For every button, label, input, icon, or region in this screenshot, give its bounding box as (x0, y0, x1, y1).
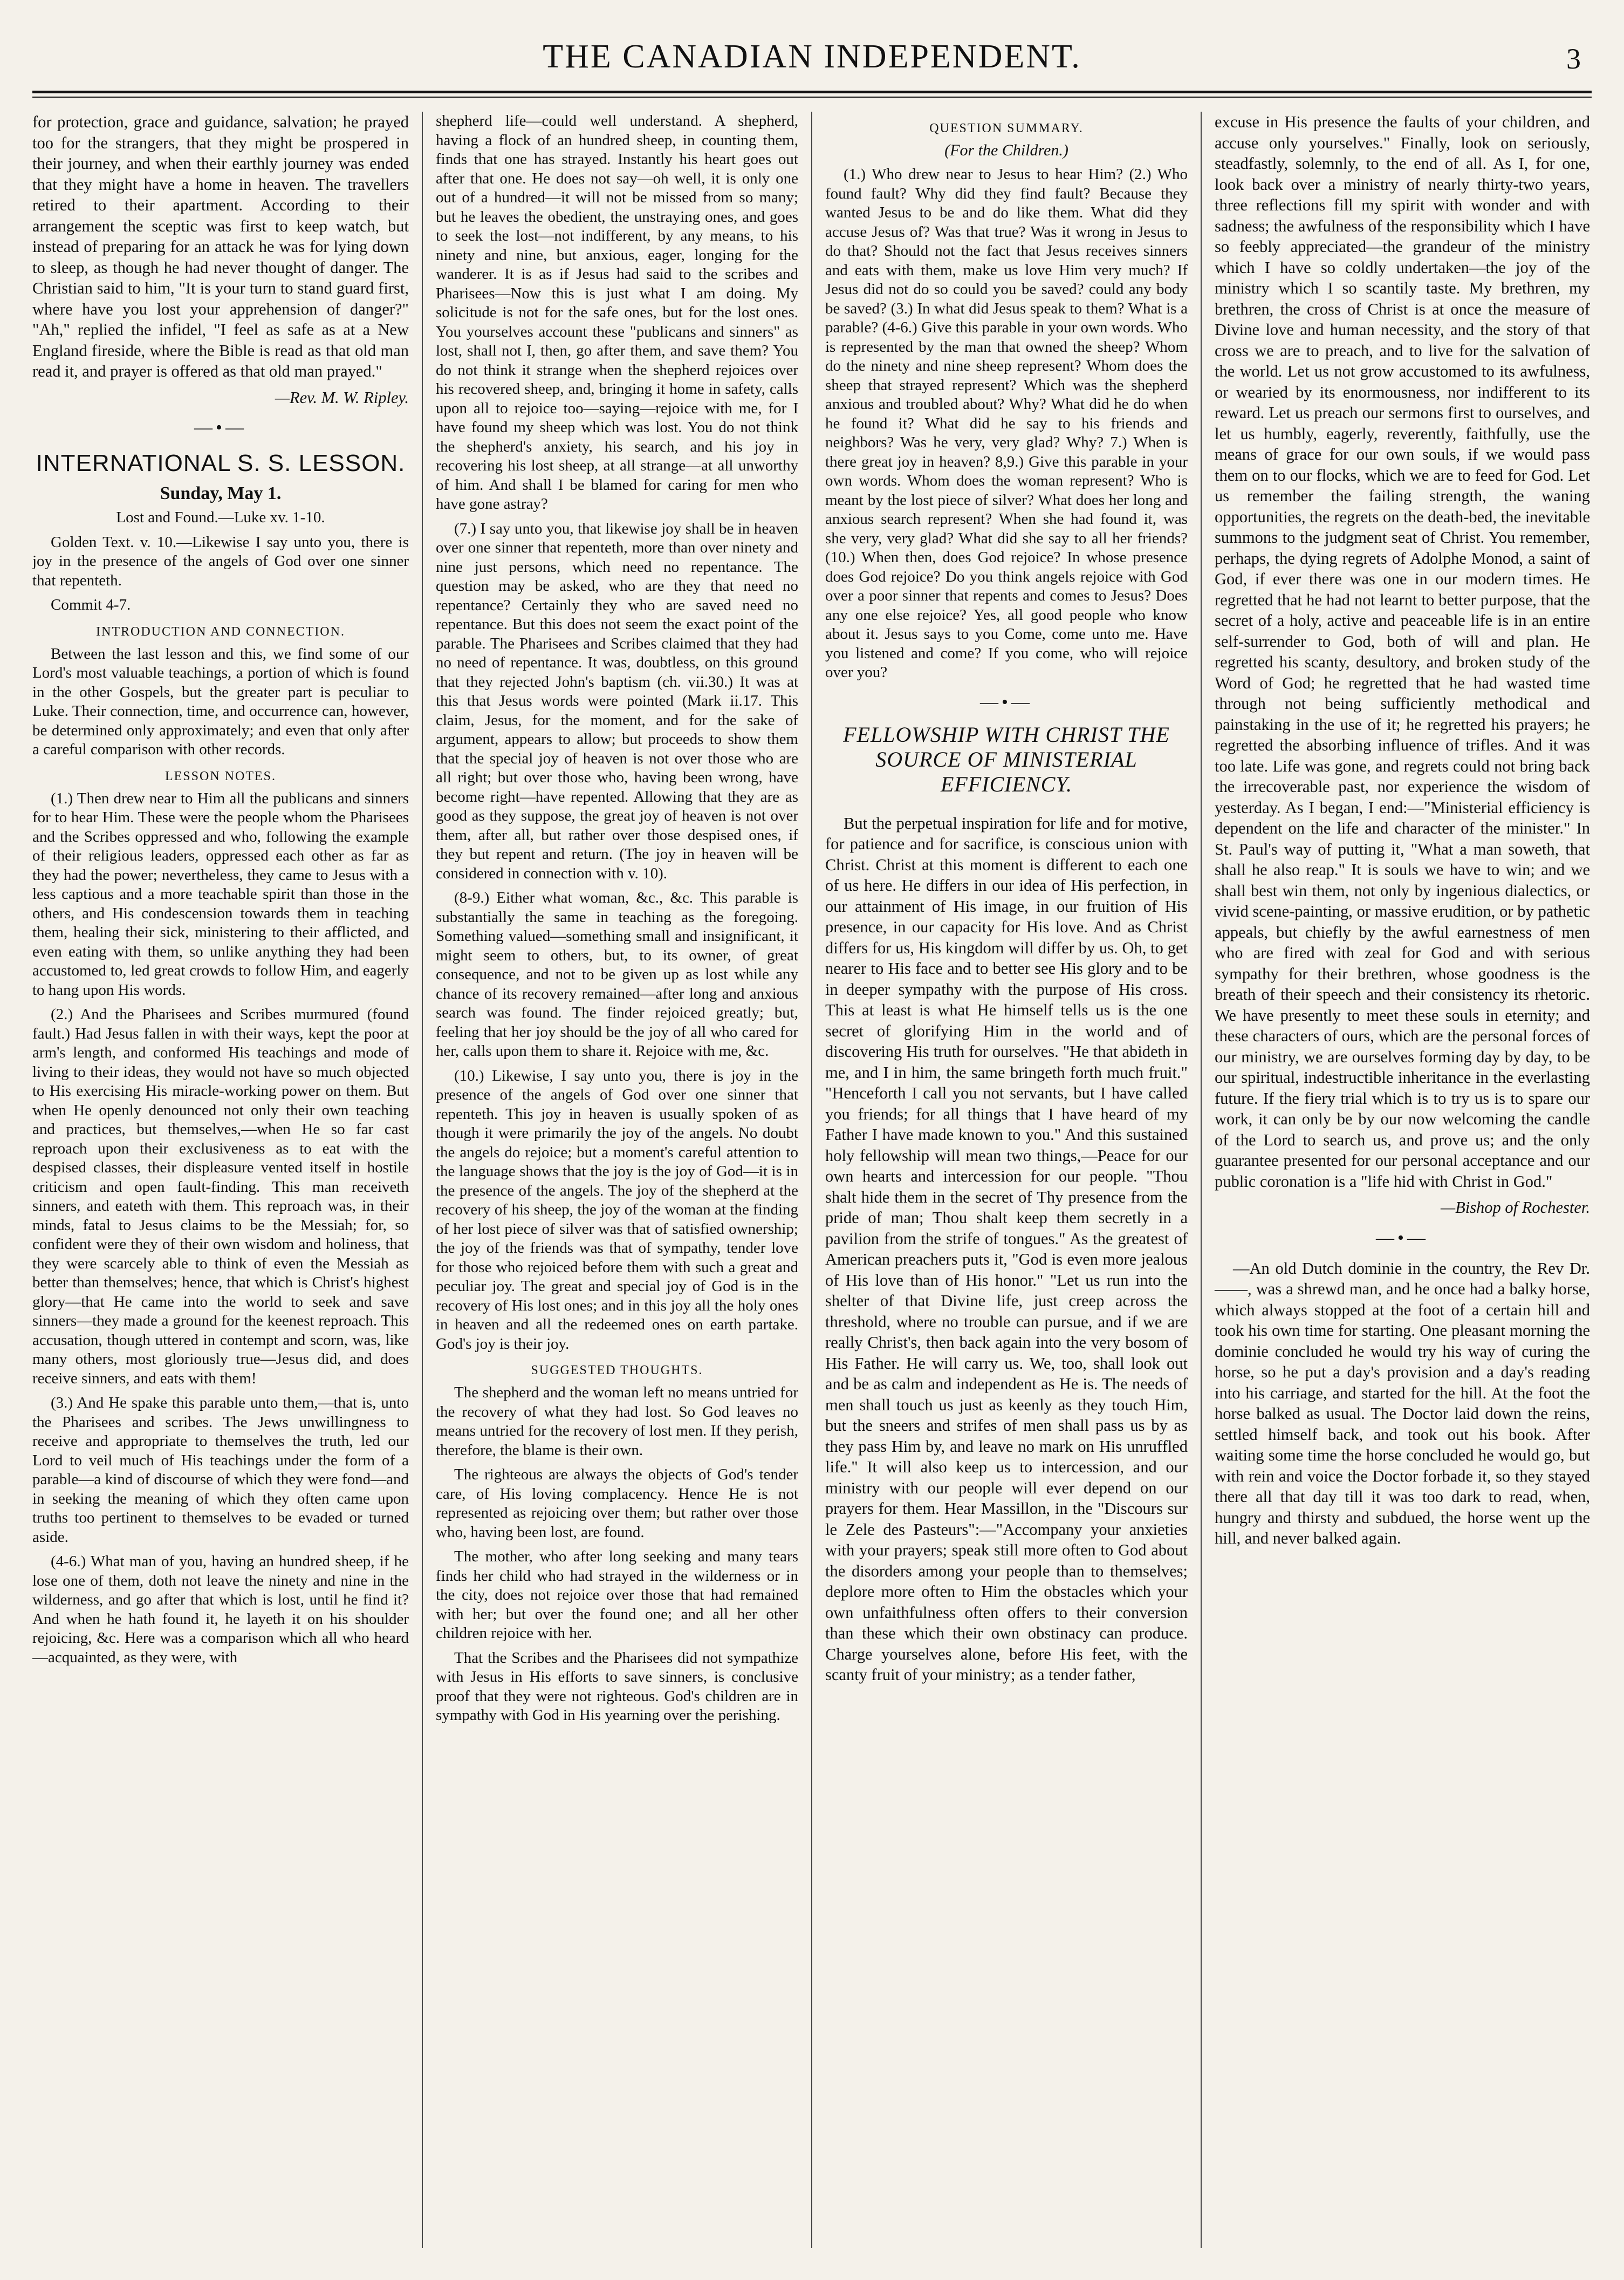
masthead (32, 38, 1592, 86)
masthead-title: THE CANADIAN INDEPENDENT. (543, 38, 1081, 75)
lesson-note-7: (7.) I say unto you, that likewise joy shall be in heaven over one sinner that repenteth, more than over ninety and nine just persons, which need no repentance. The question may be asked, who are they that need no repentance? Certainly they who are saved need no repentance. But this does not seem the exact point of the parable. The Pharisees and Scribes claimed that they had no need of repentance. It was, doubtless, on this ground that they rejected John's baptism (ch. vii.30.) It was at this that Jesus words were pointed (Mark ii.17. This claim, Jesus, for the moment, and for the sake of argument, appears to allow; but proceeds to show them that the special joy of heaven is not over those who are all right; but over those who, having been wrong, have become right—have repented. Allowing that they are as good as they suppose, the great joy of heaven is not over them, after all, but rather over those despised ones, if they but repent and return. (The joy in heaven will be considered in connection with v. 10). (436, 520, 798, 882)
suggested-thought-3: The mother, who after long seeking and many tears finds her child who had strayed in the wilderness or in the city, does not rejoice over those that had remained with her; but over the found one; and all her other children rejoice with her. (436, 1548, 798, 1642)
commit-verses: Commit 4-7. (51, 596, 131, 613)
lesson-note-10: (10.) Likewise, I say unto you, there is joy in the presence of the angels of God over one sinner that repenteth. This joy in heaven is usually spoken of as though it were primarily the joy of the angels. No doubt the angels do rejoice; but a moment's careful attention to the language shows that the joy is the joy of God—it is in the presence of the angels. The joy of the shepherd at the recovery of his sheep, the joy of the woman at the finding of her lost piece of silver was that of satisfied ownership; the joy of the friends was that of sympathy, tender love for those who rejoiced before them with such a great and peculiar joy. The great and special joy of God is in the recovery of His lost ones; and in this joy all the holy ones in heaven and all the redeemed ones on earth partake. God's joy is their joy. (436, 1067, 798, 1353)
lesson-note-1: (1.) Then drew near to Him all the publicans and sinners for to hear Him. These were the people whom the Pharisees and the Scribes oppressed and who, following the example of their religious leaders, oppressed each other as far as they had the power; nevertheless, they came to Jesus with a less captious and a more teachable spirit than those in the others, and His condescension towards them in teaching them, healing their sick, ministering to their afflicted, and even eating with them, so unlike anything they had been accustomed to, led great crowds to follow Him, and eagerly to hang upon His words. (32, 789, 409, 999)
page-number: 3 (1566, 43, 1581, 75)
fellowship-heading: FELLOWSHIP WITH CHRIST THE SOURCE OF MINISTERIAL EFFICIENCY. (843, 722, 1170, 796)
lesson-note-4: (4-6.) What man of you, having an hundred sheep, if he lose one of them, doth not leave the ninety and nine in the wilderness, and go after that which is lost, until he find it? And when he hath found it, he layeth it on his shoulder rejoicing, &c. Here was a comparison which all who heard—acquainted, as they were, with (32, 1553, 409, 1666)
fellowship-paragraph: But the perpetual inspiration for life and for motive, for patience and for sacrifice, is conscious union with Christ. Christ at this moment is different to each one of us here. He differs in our idea of His perfection, in our attainment of His image, in our fruition of His presence, in our capacity for His love. And as Christ differs for us, His kingdom will differ by us. Oh, to get nearer to His face and to better see His glory and to be in deeper sympathy with the purpose of His cross. This at least is what He himself tells us is the one secret of glorifying Him in the world and of discovering His truth for ourselves. "He that abideth in me, and I in him, the same bringeth forth much fruit." "Henceforth I call you not servants, but I have called you friends; for all things that I have heard of my Father I have made known to you." And this sustained holy fellowship will mean two things,—Peace for our own hearts and intercession for our people. "Thou shalt hide them in the secret of Thy presence from the pride of man; Thou shalt keep them secretly in a pavilion from the strife of tongues." As the greatest of American preachers puts it, "God is even more jealous of His love than of His honor." "Let us run into the shelter of that Divine life, just creep across the threshold, where no trouble can pursue, and if we are really Christ's, then back again into the very bosom of His Father. He will carry us. We, too, shall look out and be as calm and independent as He is. The needs of men shall touch us just as keenly as they touch Him, but the sneers and strifes of men shall pass us by as they pass Him by, and leave no mark on His unruffled life." It will also keep us to intercession, and our ministry with our people will ever depend on our prayers for them. Hear Massillon, in the "Discours sur le Zele des Pasteurs":—"Accompany your anxieties with your prayers; speak still more often to God about the disorders among your people than to themselves; deplore more often to Him the obstacles which your own unfaithfulness often offers to their conversion than these which their own obstinacy can produce. Charge yourselves alone, before His feet, with the scanty fruit of your ministry; as a tender father, (825, 814, 1188, 1684)
lesson-heading: INTERNATIONAL S. S. LESSON. (36, 450, 406, 476)
golden-text: Golden Text. v. 10.—Likewise I say unto you, there is joy in the presence of the angels of God over one sinner that repenteth. (32, 533, 409, 589)
suggested-heading: SUGGESTED THOUGHTS. (531, 1363, 703, 1377)
masthead-rule (32, 91, 1592, 98)
lesson-note-3: (3.) And He spake this parable unto them,—that is, unto the Pharisees and scribes. The Jews unwillingness to receive and appropriate to themselves the truth, led our Lord to veil much of His teachings under the form of a parable—a kind of discourse of which they were fond—and in seeking the meaning of which they often came upon truths too pertinent to themselves to be evaded or turned aside. (32, 1394, 409, 1546)
column-4 (1201, 112, 1590, 2248)
story-signature: —Rev. M. W. Ripley. (275, 388, 409, 407)
column-1 (32, 112, 422, 2248)
section-divider: —•— (1376, 1227, 1429, 1248)
fellowship-signature: —Bishop of Rochester. (1440, 1198, 1590, 1217)
fellowship-continued: excuse in His presence the faults of your children, and accuse only yourselves." Finally, look on seriously, steadfastly, solemnly, to the end of all. As I, for one, look back over a ministry of nearly thirty-two years, three reflections fill my spirit with wonder and with sadness; the awfulness of the responsibility which I have so feebly appreciated—the grandeur of the ministry which I have so coldly undertaken—the joy of the ministry which I so scantily taste. My brethren, my brethren, the cross of Christ is at once the measure of Divine love and human necessity, and the story of that cross we are to preach, and to live for the salvation of the world. Let us not grow accustomed to its awfulness, or wearied by its enormousness, nor indifferent to its reward. Let us preach our sermons first to ourselves, and let us humbly, eagerly, reverently, faithfully, use the means of grace for our own souls, if we would pass them on to our flocks, which we are to feed for God. Let us remember the failing strength, the waning opportunities, the regrets on the death-bed, the inevitable summons to the judgment seat of Christ. You remember, perhaps, the dying regrets of Adolphe Monod, a saint of God, if ever there was one in our modern times. He regretted that he had not learnt to better purpose, that the secret of a holy, active and peaceable life is in an entire self-surrender to God, both of will and plan. He regretted his scanty, desultory, and broken study of the Word of God; he regretted that he had wasted time through not being sufficiently methodical and painstaking in the use of it; he regretted his prayers; he regretted the absorbing influence of trifles. And it was too late. Life was gone, and regrets could not bring back the irrecoverable past, nor experience the wisdom of yesterday. As I began, I end:—"Ministerial efficiency is dependent on the life and character of the minister." In St. Paul's way of putting it, "What a man soweth, that shall he also reap." It is souls we have to win; and we shall best win them, not only by ingenious dialectics, or vivid scene-painting, or massive erudition, or by pathetic appeals, but chiefly by the awful earnestness of men who are fired with zeal for God and with serious sympathy for their brethren, whose goodness is the breath of their speech and their consistency its rhetoric. We have presently to meet these souls in eternity; and these characters of ours, which are the personal forces of our ministry, we are ourselves forming day by day, to be our spiritual, indestructible inheritance in the everlasting future. If the fiery trial which is to try us is to spare our work, it can only be by our now welcoming the candle of the Lord to search us, and prove us; and the only guarantee presented for our personal acceptance and our public coronation is a "life hid with Christ in God." (1215, 113, 1590, 1191)
question-summary-heading: QUESTION SUMMARY. (929, 121, 1084, 135)
lesson-title: Lost and Found.—Luke xv. 1-10. (116, 509, 325, 526)
story-ending-paragraph: for protection, grace and guidance, salvation; he prayed too for the strangers, that they might be prospered in their journey, and when their earthly journey was ended that they might have a home in heaven. The travellers retired to their apartment. According to their arrangement the sceptic was first to keep watch, but instead of preparing for an attack he was for lying down to sleep, as though he had never thought of danger. The Christian said to him, "It is your turn to stand guard first, where have you lost your apprehension of danger?" "Ah," replied the infidel, "I feel as safe as at a New England fireside, where the Bible is read as that old man read it, and prayer is offered as that old man prayed." (32, 113, 409, 380)
lesson-note-2: (2.) And the Pharisees and Scribes murmured (found fault.) Had Jesus fallen in with their ways, kept the poor at arm's length, and conformed His teachings and mode of living to their ideas, they would not have so much objected to His exercising His miracle-working power on them. But when He openly denounced not only their own teaching and practices, but themselves,—when He so far cast reproach upon their exclusiveness as to eat with the despised classes, their displeasure vented itself in hostile criticism and open fault-finding. This man receiveth sinners, and eateth with them. This reproach was, in their minds, fatal to Jesus claims to be the Messiah; for, so confident were they of their own wisdom and holiness, that they were scarcely able to think of even the Messiah as better than themselves; hence, that which is Christ's highest glory—that He came into the world to seek and save sinners—they made a ground for the keenest reproach. This accusation, though uttered in contempt and scorn, was, like many others, most gloriously true—Jesus did, and does receive sinners, and eats with them! (32, 1006, 409, 1387)
section-divider: —•— (194, 418, 247, 438)
columns (32, 112, 1592, 2248)
section-divider: —•— (980, 692, 1033, 712)
intro-paragraph: Between the last lesson and this, we find some of our Lord's most valuable teachings, a portion of which is found in the other Gospels, but the greater part is peculiar to Luke. Their connection, time, and occurrence can, however, be determined only approximately; and even that only after a careful comparison with other records. (32, 645, 409, 758)
column-2 (422, 112, 811, 2248)
question-summary-subheading: (For the Children.) (944, 141, 1068, 159)
notes-heading: LESSON NOTES. (165, 769, 276, 783)
dutch-dominie-anecdote: —An old Dutch dominie in the country, the Rev Dr. ——, was a shrewd man, and he once had a balky horse, which always stopped at the foot of a certain hill and took his own time for starting. One pleasant morning the dominie concluded he would try his way of curing the horse, so he put a day's provision and a day's reading into his carriage, and started for the hill. At the foot the horse balked as usual. The Doctor laid down the reins, settled himself back, and took out his book. After waiting some time the horse concluded he would go, but with rein and voice the Doctor forbade it, so they stayed there all that day till it was too dark to read, when, hungry and thirsty and subdued, the horse went up the hill, and never balked again. (1215, 1259, 1590, 1547)
question-summary: (1.) Who drew near to Jesus to hear Him? (2.) Who found fault? Why did they find fault? Because they wanted Jesus to be and do like them. What did they accuse Jesus of? Was that true? Was it wrong in Jesus to do that? Should not the fact that Jesus receives sinners and eats with them, make us love Him very much? If Jesus did not do so could you be saved? could any body be saved? (3.) In what did Jesus speak to them? What is a parable? (4-6.) Give this parable in your own words. Who is represented by the man that owned the sheep? Whom do the ninety and nine sheep represent? Whom does the sheep that strayed represent? Which was the shepherd anxious and troubled about? Why? What did he do when he found it? What did he say to his friends and neighbors? Was he very, very glad? Why? 7.) When is there great joy in heaven? 8,9.) Give this parable in your own words. Whom does the woman represent? Who is meant by the lost piece of silver? What does her long and anxious search represent? When she had found it, was she very, very glad? What did she say to all her friends? (10.) When then, does God rejoice? In whose presence does God rejoice? Do you think angels rejoice with God over a poor sinner that repents and comes to Jesus? Does any one else rejoice? Yes, all good people who know about it. Jesus says to you Come, come unto me. Have you listened and come? If you come, who will rejoice over you? (825, 166, 1188, 681)
suggested-thought-2: The righteous are always the objects of God's tender care, of His loving complacency. Hence He is not represented as rejoicing over them; but rather over those who, having been lost, are found. (436, 1466, 798, 1541)
lesson-note-8-9: (8-9.) Either what woman, &c., &c. This parable is substantially the same in teaching as the foregoing. Something valued—something small and insignificant, it might seem to others, but, to its owner, of great consequence, and not to be given up as lost while any chance of its recovery remained—after long and anxious search was found. The finder rejoiced greatly; but, feeling that her joy should be the joy of all who cared for her, calls upon them to share it. Rejoice with me, &c. (436, 889, 798, 1060)
column-3 (811, 112, 1201, 2248)
suggested-thought-1: The shepherd and the woman left no means untried for the recovery of what they had lost. So God leaves no means untried for the recovery of lost men. If they perish, therefore, the blame is their own. (436, 1384, 798, 1459)
suggested-thought-4: That the Scribes and the Pharisees did not sympathize with Jesus in His efforts to save sinners, is conclusive proof that they were not righteous. God's children are in sympathy with God in His yearning over the perishing. (436, 1649, 798, 1724)
lesson-date: Sunday, May 1. (160, 483, 282, 503)
lesson-note-continued: shepherd life—could well understand. A shepherd, having a flock of an hundred sheep, in counting them, finds that one has strayed. Instantly his heart goes out after that one. He does not say—oh well, it is only one out of a hundred—it will not be missed from so many; but he leaves the obedient, the unstraying ones, and goes to seek the lost—not indifferent, by any means, to his ninety and nine, but anxious, eager, longing for the wanderer. It is as if Jesus had said to the scribes and Pharisees—Now this is just what I am doing. My solicitude is not for the safe ones, but for the lost ones. You yourselves account these "publicans and sinners" as lost, shall not I, then, go after them, and save them? You do not think it strange when the shepherd rejoices over his recovered sheep, and, bringing it home in safety, calls upon all to rejoice too—saying—rejoice with me, for I have found my sheep which was lost. You do not think the shepherd's anxiety, his search, and his joy in recovering his lost sheep, at all strange—at all unworthy of him. And shall I be blamed for caring for men who have gone astray? (436, 112, 798, 513)
intro-heading: INTRODUCTION AND CONNECTION. (96, 624, 345, 639)
